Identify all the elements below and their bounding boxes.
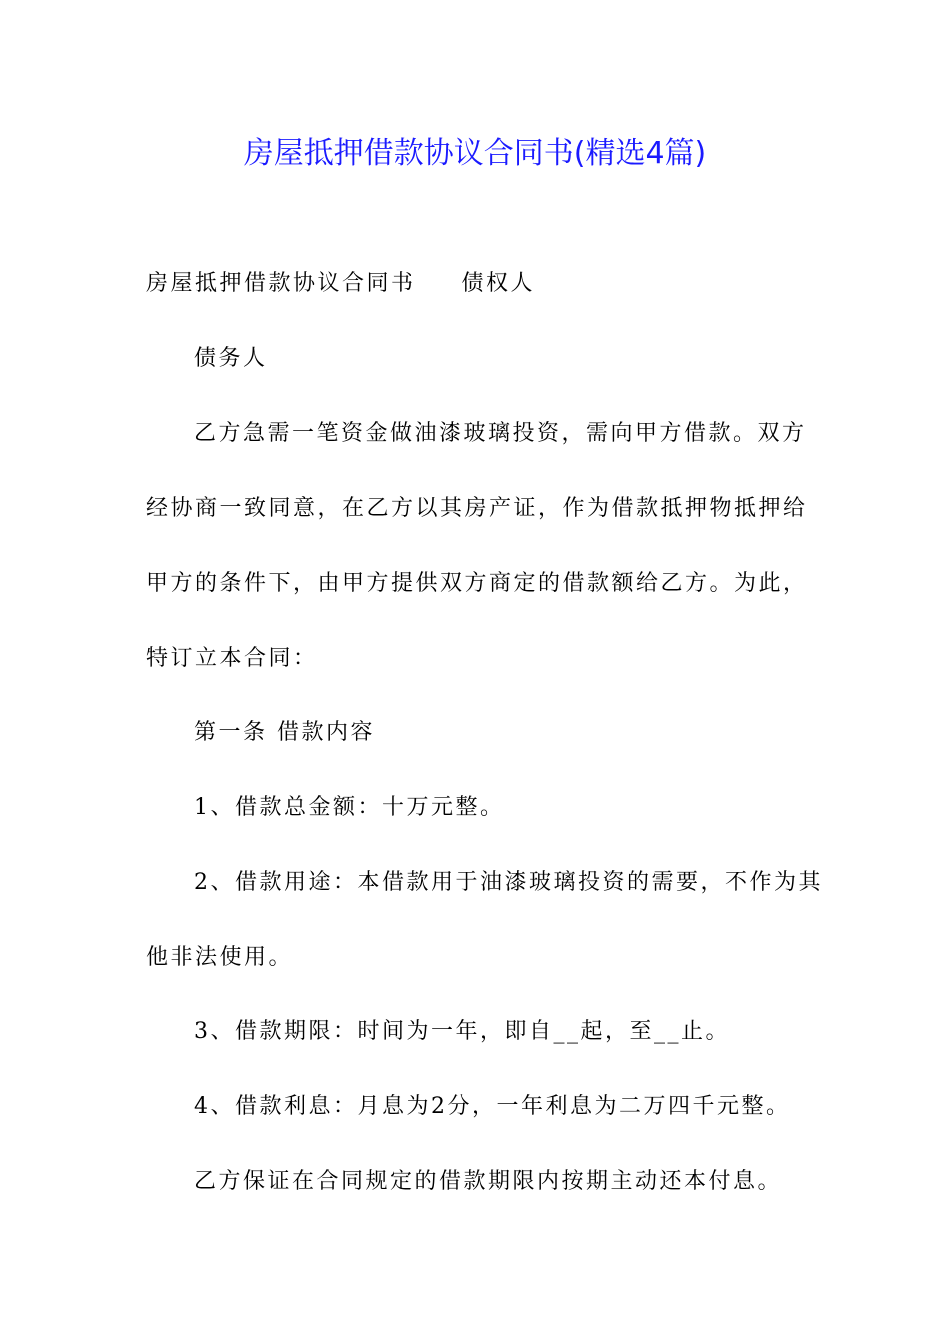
item2-line-1: 2、借款用途：本借款用于油漆玻璃投资的需要，不作为其	[194, 870, 823, 895]
item4-line: 4、借款利息：月息为2分，一年利息为二万四千元整。	[194, 1094, 791, 1119]
document-title: 房屋抵押借款协议合同书(精选4篇)	[243, 136, 707, 171]
item2-line-2: 他非法使用。	[146, 945, 294, 970]
guarantee-line: 乙方保证在合同规定的借款期限内按期主动还本付息。	[194, 1169, 783, 1194]
heading-left: 房屋抵押借款协议合同书	[146, 271, 416, 296]
para1-line-4: 特订立本合同：	[146, 646, 318, 671]
para1-line-3: 甲方的条件下，由甲方提供双方商定的借款额给乙方。为此，	[146, 571, 808, 596]
item3-line: 3、借款期限：时间为一年，即自__起，至__止。	[194, 1019, 730, 1044]
heading-creditor: 债权人	[461, 271, 536, 296]
para1-line-1: 乙方急需一笔资金做油漆玻璃投资，需向甲方借款。双方	[194, 421, 807, 446]
debtor-line: 债务人	[194, 346, 268, 371]
item1-line: 1、借款总金额：十万元整。	[194, 795, 505, 820]
para1-line-2: 经协商一致同意，在乙方以其房产证，作为借款抵押物抵押给	[146, 496, 808, 521]
article1-heading: 第一条 借款内容	[194, 720, 375, 745]
heading-line	[146, 264, 806, 304]
